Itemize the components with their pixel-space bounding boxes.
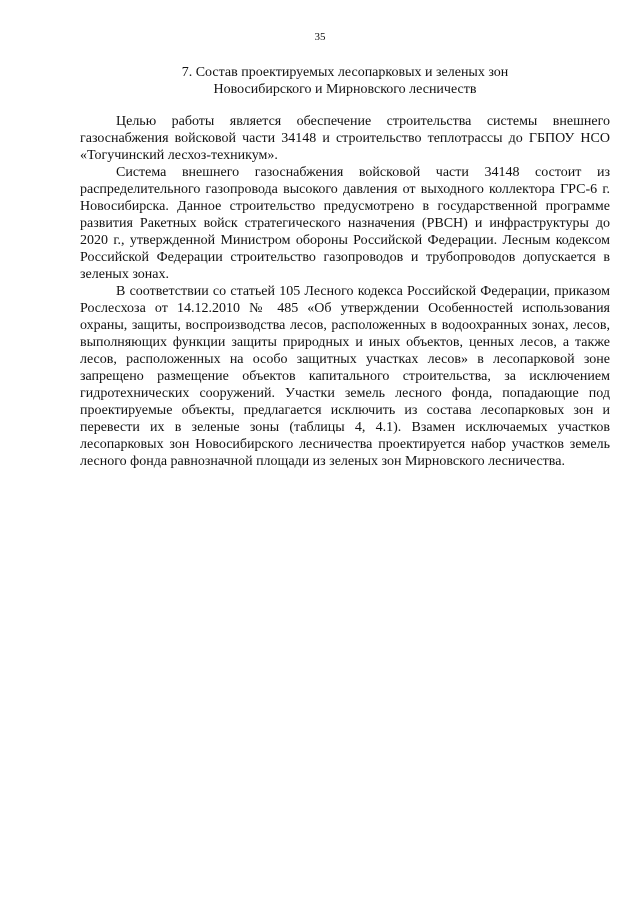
paragraph-gas-system: Система внешнего газоснабжения войсковой части 34148 состоит из распределительного газопровода высокого давления от выходного коллектора ГРС-6 г. Новосибирска. Данное строительство предусмотрено в государственной программе развития Ракетных войск стратегического назначения (РВСН) и инфраструктуры до 2020 г., утвержденной Министром обороны Российской Федерации. Лесным кодексом Российской Федерации строительство газопроводов и трубопроводов допускается в зеленых зонах. bbox=[80, 165, 610, 282]
paragraph-legal-basis: В соответствии со статьей 105 Лесного кодекса Российской Федерации, приказом Рослесхоза от 14.12.2010 № 485 «Об утверждении Особенностей использования охраны, защиты, воспроизводства лесов, расположенных в водоохранных зонах, лесов, выполняющих функции защиты природных и иных объектов, ценных лесов, а также лесов, расположенных на особо защитных участках лесов» в лесопарковой зоне запрещено размещение объектов капитального строительства, за исключением гидротехнических сооружений. Участки земель лесного фонда, попадающие под проектируемые объекты, предлагается исключить из состава лесопарковых зон и перевести их в зеленые зоны (таблицы 4, 4.1). Взамен исключаемых участков лесопарковых зон Новосибирского лесничества проектируется набор участков земель лесного фонда равнозначной площади из зеленых зон Мирновского лесничества. bbox=[80, 284, 610, 469]
section-heading-line-1: 7. Состав проектируемых лесопарковых и зеленых зон bbox=[181, 65, 509, 80]
page-number: 35 bbox=[314, 31, 326, 43]
section-heading bbox=[80, 64, 610, 98]
paragraph-purpose: Целью работы является обеспечение строительства системы внешнего газоснабжения войсковой части 34148 и строительство теплотрассы до ГБПОУ НСО «Тогучинский лесхоз-техникум». bbox=[80, 114, 610, 163]
document-body bbox=[80, 113, 610, 470]
section-heading-line-2: Новосибирского и Мирновского лесничеств bbox=[213, 82, 477, 97]
